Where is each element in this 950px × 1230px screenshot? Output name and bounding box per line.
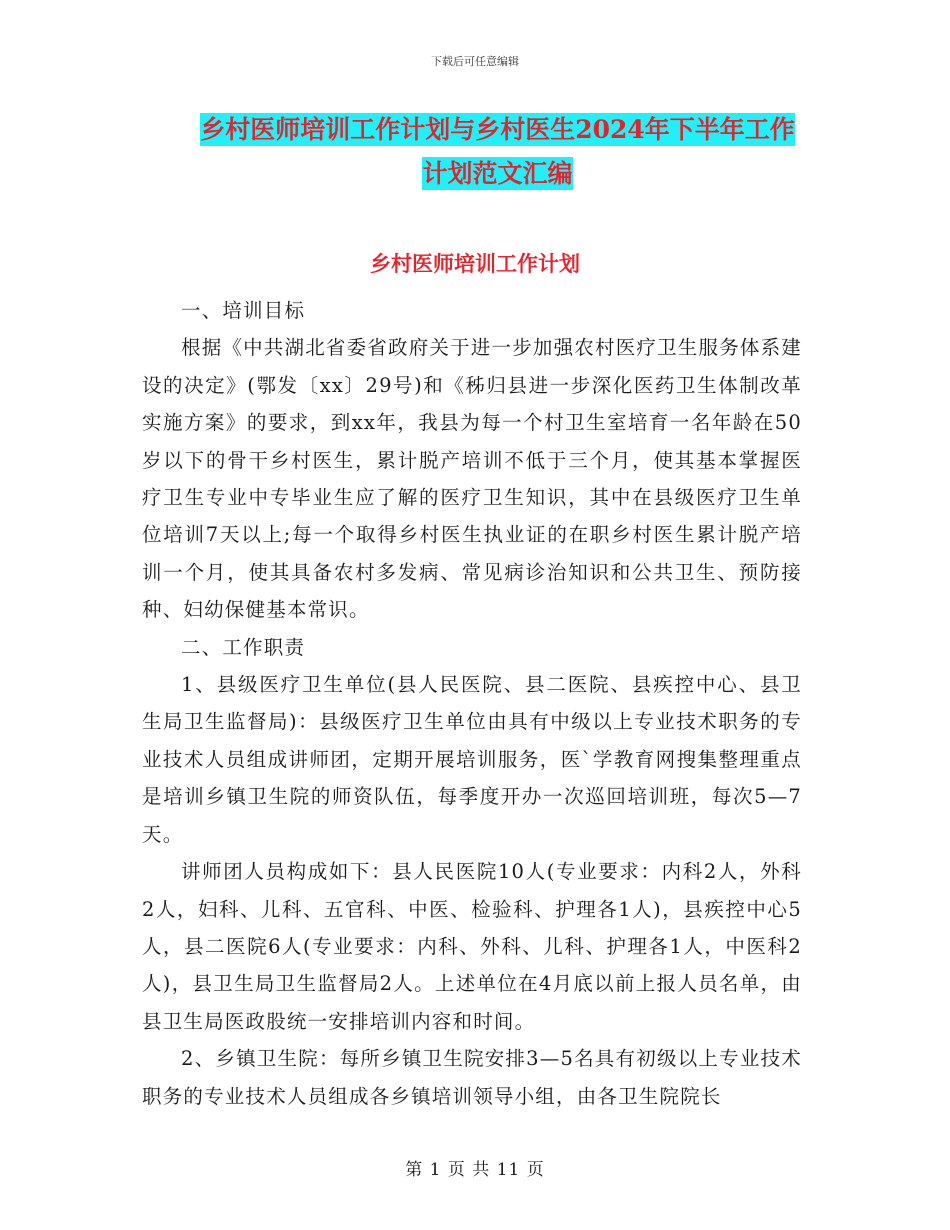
document-body: [142, 292, 802, 1115]
header-note: 下载后可任意编辑: [431, 55, 519, 68]
paragraph-lecturer-composition: 讲师团人员构成如下：县人民医院10人(专业要求：内科2人，外科2人，妇科、儿科、五官科、中医、检验科、护理各1人)，县疾控中心5人，县二医院6人(专业要求：内科、外科、儿科、护理各1人，中医科2人)，县卫生局卫生监督局2人。上述单位在4月底以前上报人员名单，由县卫生局医政股统一安排培训内容和时间。: [142, 860, 802, 1033]
document-title-line-1: 乡村医师培训工作计划与乡村医生2024年下半年工作: [200, 115, 795, 144]
paragraph-township-hospitals: 2、乡镇卫生院：每所乡镇卫生院安排3—5名具有初级以上专业技术职务的专业技术人员组成各乡镇培训领导小组，由各卫生院院长: [142, 1047, 802, 1108]
document-title-line-2: 计划范文汇编: [422, 159, 573, 188]
paragraph-training-goals: 根据《中共湖北省委省政府关于进一步加强农村医疗卫生服务体系建设的决定》(鄂发〔xx〕29号)和《秭归县进一步深化医药卫生体制改革实施方案》的要求，到xx年，我县为每一个村卫生室培育一名年龄在50岁以下的骨干乡村医生，累计脱产培训不低于三个月，使其基本掌握医疗卫生专业中专毕业生应了解的医疗卫生知识，其中在县级医疗卫生单位培训7天以上;每一个取得乡村医生执业证的在职乡村医生累计脱产培训一个月，使其具备农村多发病、常见病诊治知识和公共卫生、预防接种、妇幼保健基本常识。: [142, 336, 803, 622]
section-title: 乡村医师培训工作计划: [370, 251, 580, 276]
document-title: [120, 108, 875, 196]
heading-job-duties: 二、工作职责: [181, 635, 306, 659]
heading-training-goals: 一、培训目标: [181, 299, 306, 322]
page-number: 第 1 页 共 11 页: [405, 1160, 545, 1180]
paragraph-county-units: 1、县级医疗卫生单位(县人民医院、县二医院、县疾控中心、县卫生局卫生监督局)：县级医疗卫生单位由具有中级以上专业技术职务的专业技术人员组成讲师团，定期开展培训服务，医`学教育网搜集整理重点是培训乡镇卫生院的师资队伍，每季度开办一次巡回培训班，每次5—7天。: [142, 673, 802, 846]
